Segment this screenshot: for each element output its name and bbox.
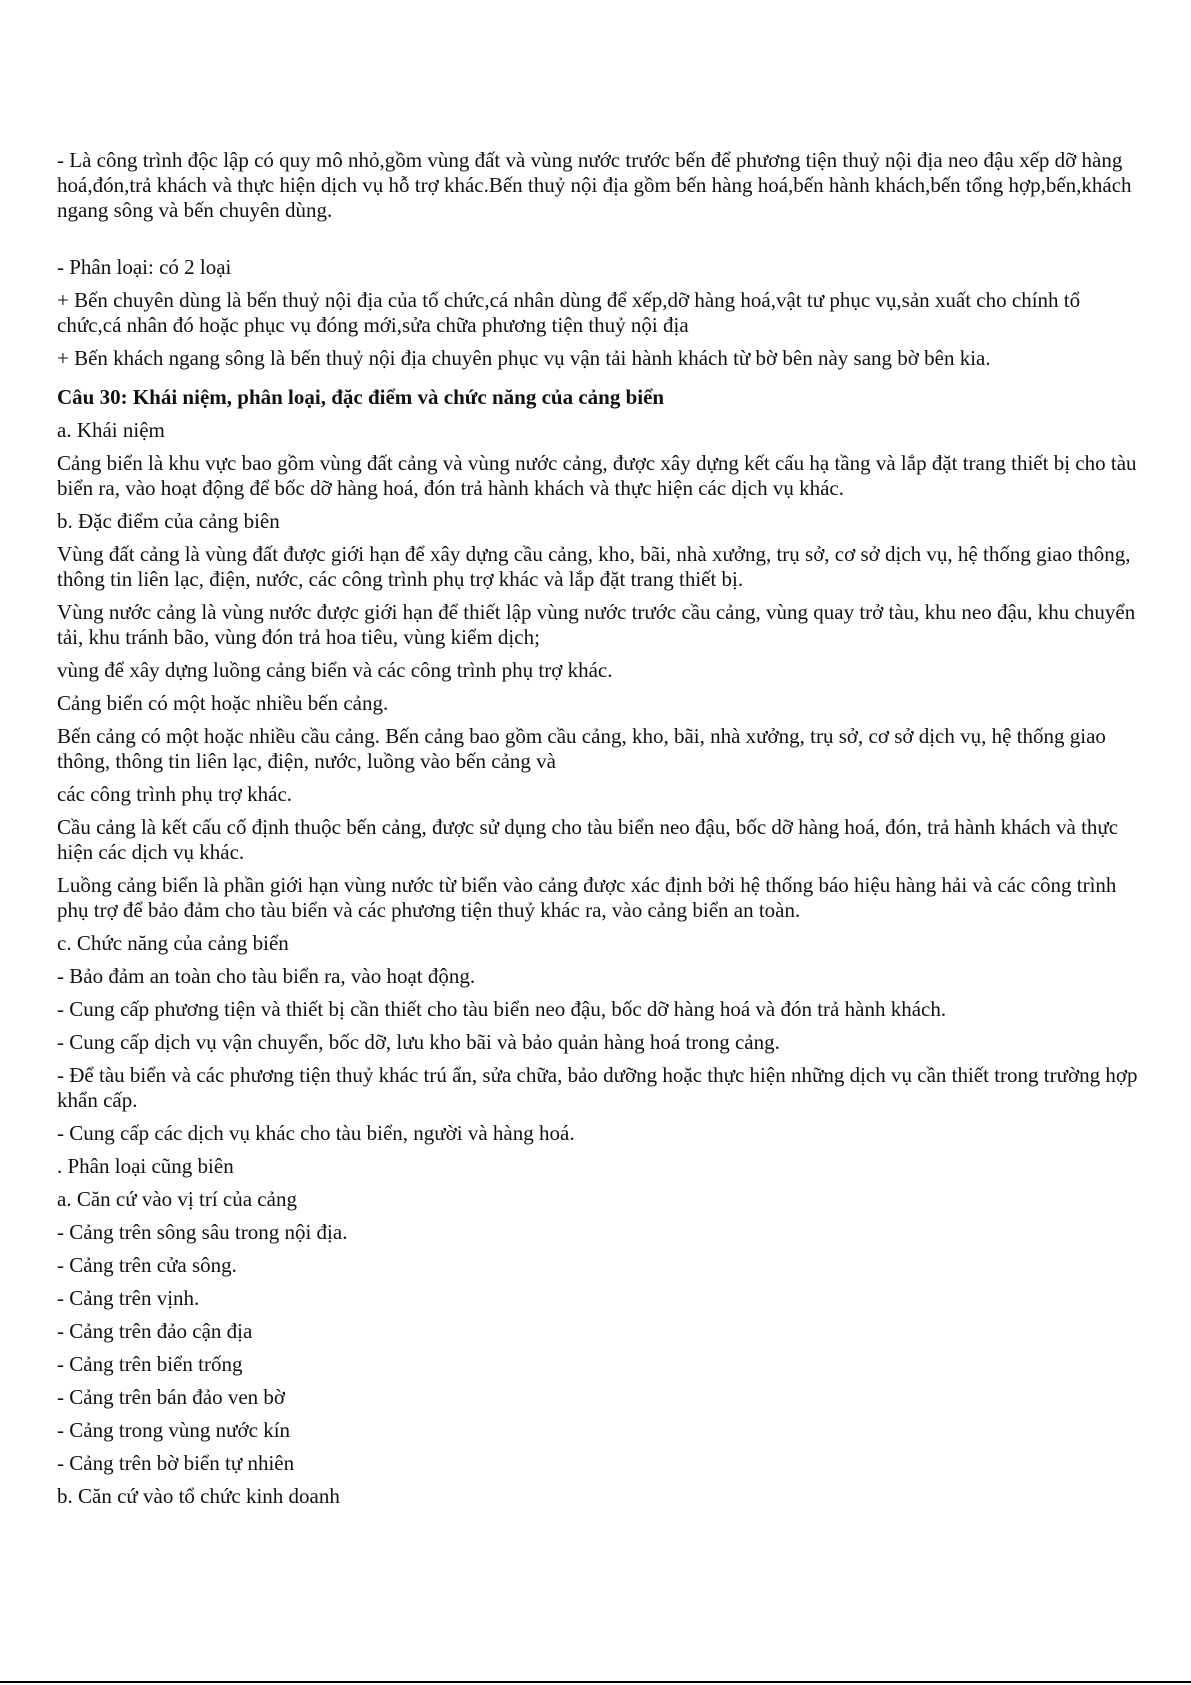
- paragraph-ben-cang: Bến cảng có một hoặc nhiều cầu cảng. Bến cảng bao gồm cầu cảng, kho, bãi, nhà xưởng, trụ sở, cơ sở dịch vụ, hệ thống giao thông, thông tin liên lạc, điện, nước, luồng vào bến cảng và: [57, 724, 1106, 773]
- paragraph-cau-cang: Cầu cảng là kết cấu cố định thuộc bến cảng, được sử dụng cho tàu biển neo đậu, bốc dỡ hàng hoá, đón, trả hành khách và thực hiện các dịch vụ khác.: [57, 815, 1119, 864]
- subheading-chuc-nang: c. Chức năng của cảng biển: [57, 931, 289, 955]
- section-heading-cau-30: Câu 30: Khái niệm, phân loại, đặc điểm và chức năng của cảng biển: [57, 385, 665, 409]
- subheading-can-cu-to-chuc: b. Căn cứ vào tổ chức kinh doanh: [57, 1484, 340, 1508]
- paragraph-luong-cang-bien: Luồng cảng biển là phần giới hạn vùng nước từ biển vào cảng được xác định bởi hệ thống báo hiệu hàng hải và các công trình phụ trợ để bảo đảm cho tàu biển và các phương tiện thuỷ khác ra, vào cảng biển an toàn.: [57, 873, 1117, 922]
- list-item-vi-tri-8: - Cảng trên bờ biển tự nhiên: [57, 1451, 295, 1475]
- list-item-vi-tri-1: - Cảng trên sông sâu trong nội địa.: [57, 1220, 348, 1244]
- subheading-phan-loai-cang: . Phân loại cũng biên: [57, 1154, 234, 1178]
- paragraph-cang-bien-ben-cang: Cảng biển có một hoặc nhiều bến cảng.: [57, 691, 389, 715]
- list-item-chuc-nang-3: - Cung cấp dịch vụ vận chuyển, bốc dỡ, lưu kho bãi và bảo quản hàng hoá trong cảng.: [57, 1030, 780, 1054]
- list-item-vi-tri-3: - Cảng trên vịnh.: [57, 1286, 200, 1310]
- paragraph-vung-nuoc-cang: Vùng nước cảng là vùng nước được giới hạn để thiết lập vùng nước trước cầu cảng, vùng quay trở tàu, khu neo đậu, khu chuyển tải, khu tránh bão, vùng đón trả hoa tiêu, vùng kiểm dịch;: [57, 600, 1136, 649]
- list-item-chuc-nang-5: - Cung cấp các dịch vụ khác cho tàu biển, người và hàng hoá.: [57, 1121, 575, 1145]
- paragraph-gap: [57, 231, 1142, 255]
- paragraph-phan-loai: - Phân loại: có 2 loại: [57, 255, 232, 279]
- paragraph-ben-chuyen-dung: + Bến chuyên dùng là bến thuỷ nội địa của tổ chức,cá nhân dùng để xếp,dỡ hàng hoá,vật tư phục vụ,sản xuất cho chính tổ chức,cá nhân đó hoặc phục vụ đóng mới,sửa chữa phương tiện thuỷ nội địa: [57, 288, 1081, 337]
- list-item-vi-tri-4: - Cảng trên đảo cận địa: [57, 1319, 253, 1343]
- document-page: [57, 148, 1142, 1517]
- subheading-khai-niem: a. Khái niệm: [57, 418, 165, 442]
- list-item-vi-tri-2: - Cảng trên cửa sông.: [57, 1253, 237, 1277]
- subheading-can-cu-vi-tri: a. Căn cứ vào vị trí của cảng: [57, 1187, 297, 1211]
- paragraph-ben-khach-ngang-song: + Bến khách ngang sông là bến thuỷ nội địa chuyên phục vụ vận tải hành khách từ bờ bên này sang bờ bên kia.: [57, 346, 991, 370]
- list-item-chuc-nang-1: - Bảo đảm an toàn cho tàu biển ra, vào hoạt động.: [57, 964, 476, 988]
- list-item-chuc-nang-4: - Để tàu biển và các phương tiện thuỷ khác trú ẩn, sửa chữa, bảo dưỡng hoặc thực hiện những dịch vụ cần thiết trong trường hợp khẩn cấp.: [57, 1063, 1138, 1112]
- page-bottom-rule: [0, 1681, 1191, 1683]
- list-item-vi-tri-7: - Cảng trong vùng nước kín: [57, 1418, 291, 1442]
- paragraph-cong-trinh-phu-tro: các công trình phụ trợ khác.: [57, 782, 293, 806]
- list-item-chuc-nang-2: - Cung cấp phương tiện và thiết bị cần thiết cho tàu biển neo đậu, bốc dỡ hàng hoá và đón trả hành khách.: [57, 997, 947, 1021]
- list-item-vi-tri-5: - Cảng trên biển trống: [57, 1352, 243, 1376]
- paragraph-vung-dat-cang: Vùng đất cảng là vùng đất được giới hạn để xây dựng cầu cảng, kho, bãi, nhà xưởng, trụ sở, cơ sở dịch vụ, hệ thống giao thông, thông tin liên lạc, điện, nước, các công trình phụ trợ khác và lắp đặt trang thiết bị.: [57, 542, 1131, 591]
- subheading-dac-diem: b. Đặc điểm của cảng biên: [57, 509, 280, 533]
- paragraph-ben-thuy-noi-dia-definition: - Là công trình độc lập có quy mô nhỏ,gồm vùng đất và vùng nước trước bến để phương tiện thuỷ nội địa neo đậu xếp dỡ hàng hoá,đón,trả khách và thực hiện dịch vụ hỗ trợ khác.Bến thuỷ nội địa gồm bến hàng hoá,bến hành khách,bến tổng hợp,bến,khách ngang sông và bến chuyên dùng.: [57, 148, 1132, 222]
- paragraph-luong-cang-bien-region: vùng để xây dựng luồng cảng biển và các công trình phụ trợ khác.: [57, 658, 613, 682]
- paragraph-cang-bien-definition: Cảng biển là khu vực bao gồm vùng đất cảng và vùng nước cảng, được xây dựng kết cấu hạ tầng và lắp đặt trang thiết bị cho tàu biển ra, vào hoạt động để bốc dỡ hàng hoá, đón trả hành khách và thực hiện các dịch vụ khác.: [57, 451, 1137, 500]
- list-item-vi-tri-6: - Cảng trên bán đảo ven bờ: [57, 1385, 286, 1409]
